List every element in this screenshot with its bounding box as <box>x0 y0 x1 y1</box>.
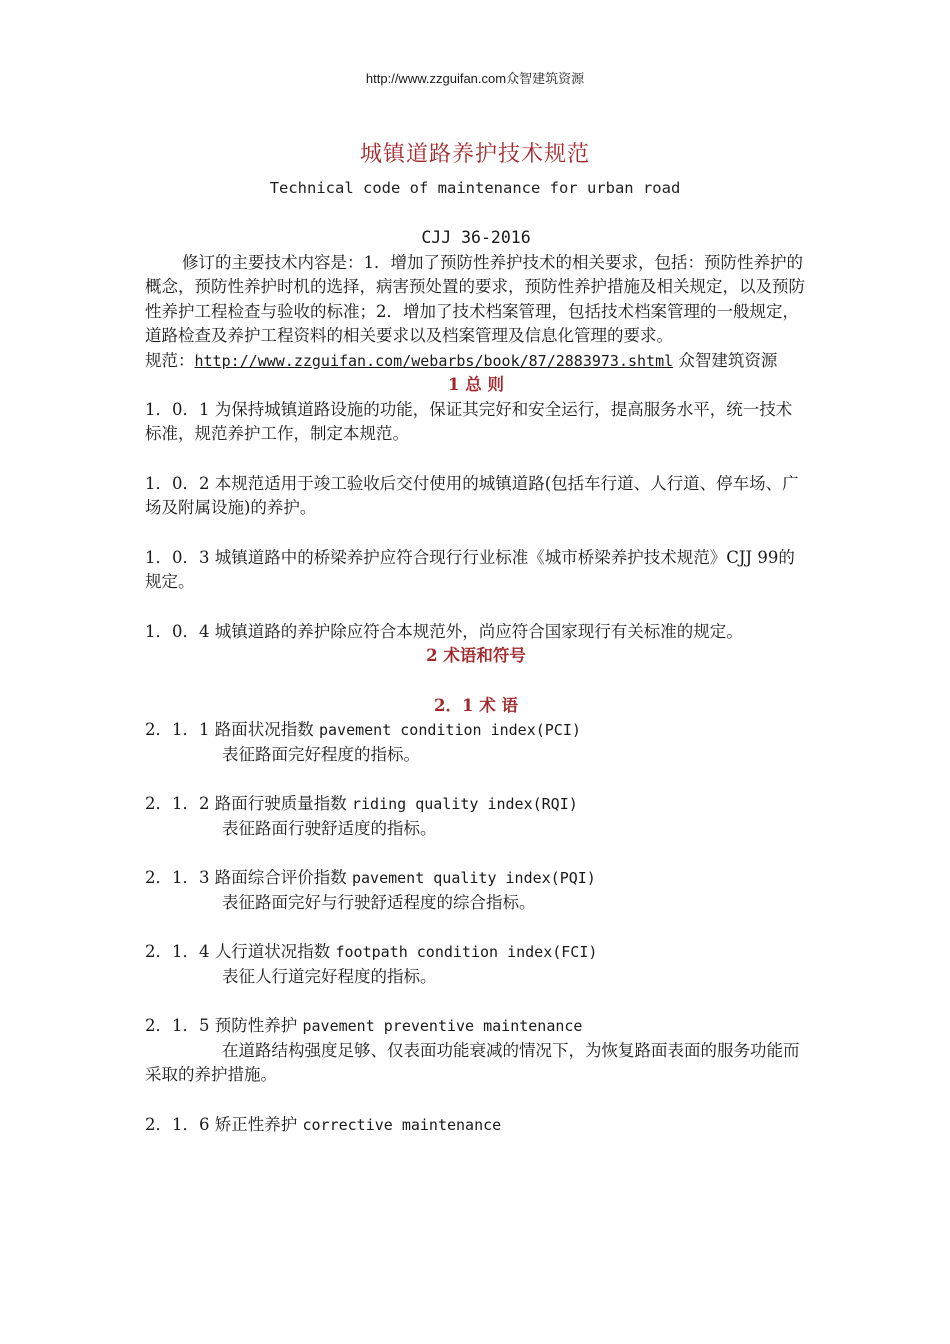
section-2-1-heading: 2．1 术 语 <box>434 695 518 715</box>
clause-1-0-4 <box>145 620 807 645</box>
term-number: 2．1．6 <box>145 1114 210 1134</box>
revision-intro: 修订的主要技术内容是：1．增加了预防性养护技术的相关要求，包括：预防性养护的概念，预防性养护时机的选择，病害预处置的要求，预防性养护措施及相关规定，以及预防性养护工程检查与验收的标准；2．增加了技术档案管理，包括技术档案管理的一般规定，道路检查及养护工程资料的相关要求以及档案管理及信息化管理的要求。 <box>145 252 805 345</box>
term-2-1-1 <box>145 718 807 743</box>
term-2-1-3 <box>145 866 807 891</box>
term-name: 矫正性养护 <box>209 1114 303 1134</box>
spec-link-suffix: 众智建筑资源 <box>673 350 778 370</box>
term-definition: 表征路面完好程度的指标。 <box>222 744 420 764</box>
term-number: 2．1．5 <box>145 1016 210 1035</box>
term-definition: 表征路面完好与行驶舒适程度的综合指标。 <box>222 892 536 912</box>
clause-1-0-1 <box>145 398 807 447</box>
term-name: 路面综合评价指数 <box>209 868 352 887</box>
term-definition: 表征人行道完好程度的指标。 <box>222 966 437 986</box>
term-number: 2．1．2 <box>145 794 210 813</box>
clause-text: 城镇道路的养护除应符合本规范外，尚应符合国家现行有关标准的规定。 <box>209 621 743 641</box>
spec-link-line <box>145 349 807 374</box>
term-number: 2．1．3 <box>145 868 210 887</box>
spec-link-label: 规范： <box>145 350 195 370</box>
page-header <box>0 68 950 87</box>
clause-text: 城镇道路中的桥梁养护应符合现行行业标准《城市桥梁养护技术规范》CJJ 99的规定。 <box>145 547 795 591</box>
term-definition: 在道路结构强度足够、仅表面功能衰减的情况下，为恢复路面表面的服务功能而采取的养护措施。 <box>145 1040 800 1084</box>
clause-text: 为保持城镇道路设施的功能，保证其完好和安全运行，提高服务水平，统一技术标准，规范养护工作，制定本规范。 <box>145 399 793 443</box>
term-2-1-4 <box>145 940 807 965</box>
term-english: pavement preventive maintenance <box>302 1017 583 1035</box>
term-2-1-2 <box>145 792 807 817</box>
header-site-name: 众智建筑资源 <box>506 71 585 86</box>
clause-number: 1．0．2 <box>145 473 210 493</box>
clause-text: 本规范适用于竣工验收后交付使用的城镇道路(包括车行道、人行道、停车场、广场及附属设施)的养护。 <box>145 473 799 517</box>
term-english: riding quality index(RQI) <box>352 795 578 813</box>
spec-link[interactable]: http://www.zzguifan.com/webarbs/book/87/2883973.shtml <box>194 351 674 370</box>
term-english: corrective maintenance <box>302 1115 502 1134</box>
standard-code: CJJ 36-2016 <box>421 228 531 247</box>
document-title: 城镇道路养护技术规范 <box>359 142 590 167</box>
term-number: 2．1．4 <box>145 942 210 961</box>
term-name: 路面行驶质量指数 <box>209 794 352 813</box>
term-name: 人行道状况指数 <box>209 942 336 961</box>
document-subtitle: Technical code of maintenance for urban road <box>269 179 681 197</box>
clause-1-0-2 <box>145 472 807 521</box>
term-2-1-6 <box>145 1113 807 1138</box>
term-number: 2．1．1 <box>145 720 210 739</box>
document-body <box>145 226 807 1137</box>
chapter1-heading: 1 总 则 <box>448 375 504 394</box>
term-name: 预防性养护 <box>209 1016 303 1035</box>
term-2-1-5 <box>145 1014 807 1039</box>
header-url-link[interactable]: http://www.zzguifan.com <box>365 71 507 86</box>
term-english: pavement quality index(PQI) <box>352 869 596 887</box>
term-definition: 表征路面行驶舒适度的指标。 <box>222 818 437 838</box>
clause-number: 1．0．3 <box>145 547 210 567</box>
clause-number: 1．0．4 <box>145 621 210 641</box>
clause-number: 1．0．1 <box>145 399 210 419</box>
clause-1-0-3 <box>145 546 807 595</box>
term-name: 路面状况指数 <box>209 720 319 739</box>
chapter2-heading: 2 术语和符号 <box>426 646 526 665</box>
term-english: pavement condition index(PCI) <box>319 721 581 739</box>
term-english: footpath condition index(FCI) <box>335 943 598 961</box>
